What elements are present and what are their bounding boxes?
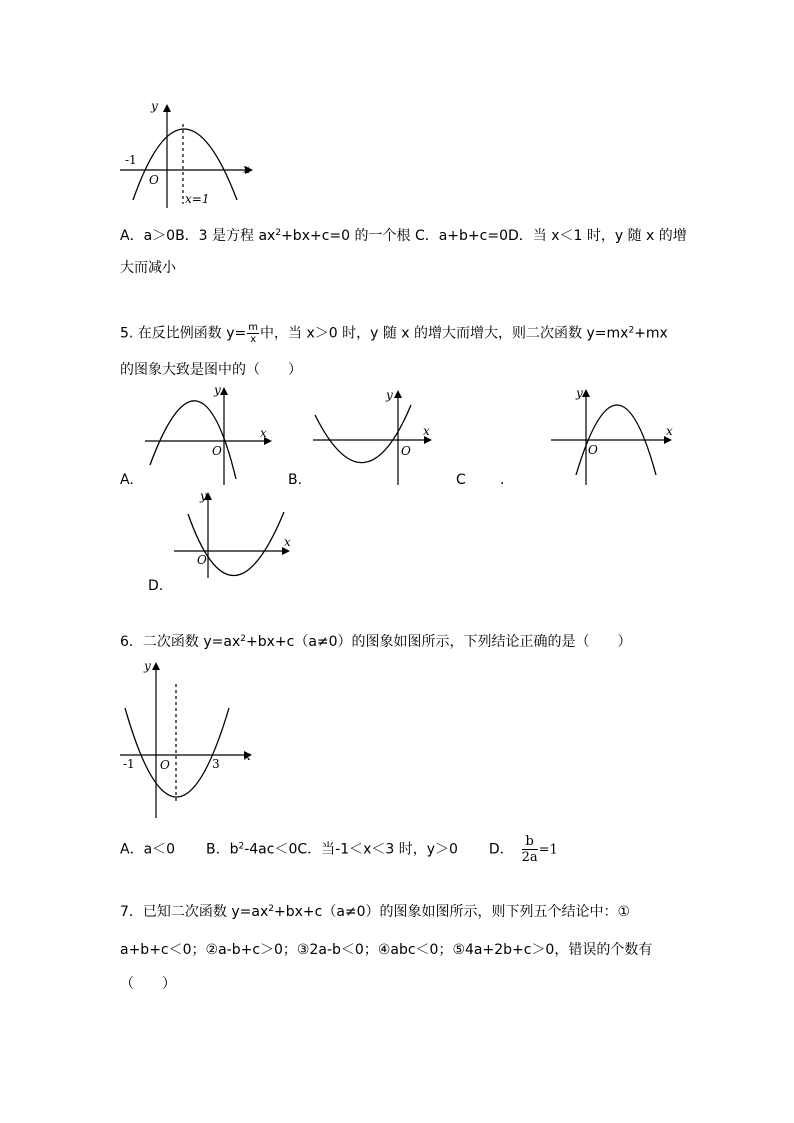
q4-options-rest: +bx+c=0 的一个根 C．a+b+c=0D．当 x＜1 时，y 随 x 的增 bbox=[281, 228, 687, 244]
q5-label-c: C bbox=[456, 472, 466, 488]
q4-y-arrow bbox=[163, 104, 171, 112]
q6-origin-label: O bbox=[160, 758, 170, 772]
q6-option-b-c: -4ac＜0C．当-1＜x＜3 时，y＞0 bbox=[244, 841, 458, 858]
q5-graph-c bbox=[548, 385, 678, 485]
q5-fraction bbox=[247, 322, 259, 345]
q6-option-d: D． bbox=[488, 841, 514, 858]
y-label: y bbox=[214, 383, 221, 397]
superscript-two: 2 bbox=[628, 325, 635, 336]
origin-label: O bbox=[401, 444, 411, 458]
superscript-two: 2 bbox=[275, 228, 282, 238]
q4-x-label: x bbox=[243, 162, 250, 176]
q6-frac-den: 2a bbox=[521, 850, 538, 865]
q5-frac-den: x bbox=[250, 334, 257, 345]
y-label: y bbox=[386, 388, 393, 402]
q4-origin-label: O bbox=[149, 173, 159, 187]
q6-frac-num: b bbox=[522, 834, 538, 850]
superscript-two: 2 bbox=[268, 904, 274, 914]
q5-label-c-dot: . bbox=[500, 472, 505, 488]
q6-three-label: 3 bbox=[212, 757, 220, 771]
q7-stem-line3: （ ） bbox=[120, 976, 176, 992]
q7-stem-line2: a+b+c＜0；②a-b+c＞0；③2a-b＜0；④abc＜0；⑤4a+2b+c＞0，错误的个数有 bbox=[120, 942, 653, 958]
q5-graph-d bbox=[172, 488, 302, 578]
q5-stem-pre: 5. 在反比例函数 y= bbox=[120, 325, 247, 342]
x-label: x bbox=[284, 535, 291, 549]
x-label: x bbox=[666, 424, 673, 438]
q6-options bbox=[120, 834, 558, 865]
q6-parabola-graph bbox=[116, 656, 256, 821]
q6-parabola bbox=[125, 708, 229, 797]
q4-minus-one-label: -1 bbox=[125, 153, 137, 167]
q7-stem-pre: 7．已知二次函数 y=ax bbox=[120, 904, 269, 920]
origin-label: O bbox=[197, 553, 207, 567]
q6-option-d-tail: =1 bbox=[538, 842, 558, 858]
q5-graph-b bbox=[310, 385, 440, 485]
q4-parabola-graph bbox=[115, 100, 255, 210]
arrow-icon bbox=[220, 387, 228, 395]
arrow-icon bbox=[582, 389, 590, 397]
q6-fraction bbox=[522, 834, 538, 865]
y-label: y bbox=[576, 386, 583, 400]
parabola-curve bbox=[150, 401, 236, 479]
q4-y-label: y bbox=[151, 99, 158, 113]
q5-stem-tail: +mx bbox=[634, 325, 668, 342]
q4-options-line1 bbox=[120, 226, 687, 246]
q4-option-a: A．a＞0B．3 是方程 ax bbox=[120, 228, 276, 244]
q5-label-d: D. bbox=[148, 578, 164, 594]
q4-options-line2: 大而减小 bbox=[120, 260, 176, 276]
q5-frac-num: m bbox=[248, 322, 259, 333]
origin-label: O bbox=[588, 443, 598, 457]
q5-stem-line1 bbox=[120, 322, 668, 345]
q5-label-a: A. bbox=[120, 472, 134, 488]
origin-label: O bbox=[212, 444, 222, 458]
q6-stem-pre: 6．二次函数 y=ax bbox=[120, 634, 241, 650]
q6-y-label: y bbox=[144, 659, 151, 673]
q5-label-b: B. bbox=[288, 472, 303, 488]
q5-stem-mid: 中，当 x＞0 时，y 随 x 的增大而增大，则二次函数 y=mx bbox=[260, 325, 629, 342]
q6-stem-tail: +bx+c（a≠0）的图象如图所示，下列结论正确的是（ ） bbox=[245, 634, 632, 650]
x-label: x bbox=[260, 426, 267, 440]
q6-y-arrow bbox=[152, 662, 160, 670]
superscript-two: 2 bbox=[240, 634, 246, 644]
q6-option-b: B．b bbox=[205, 841, 239, 858]
q7-stem-line1 bbox=[120, 902, 630, 922]
q4-axis-label: x=1 bbox=[185, 192, 210, 206]
x-label: x bbox=[423, 424, 430, 438]
q5-graph-a bbox=[142, 385, 272, 485]
arrow-icon bbox=[394, 390, 402, 398]
q7-stem-tail: +bx+c（a≠0）的图象如图所示，则下列五个结论中：① bbox=[273, 904, 631, 920]
q6-x-label: x bbox=[244, 749, 251, 763]
q6-stem bbox=[120, 632, 632, 652]
q5-stem-line2: 的图象大致是图中的（ ） bbox=[120, 362, 302, 378]
y-label: y bbox=[200, 489, 207, 503]
q6-minus-one-label: -1 bbox=[123, 757, 135, 771]
superscript-two: 2 bbox=[238, 841, 245, 852]
q4-parabola bbox=[133, 129, 237, 200]
q6-option-a: A．a＜0 bbox=[120, 841, 176, 858]
parabola-curve bbox=[315, 405, 411, 463]
